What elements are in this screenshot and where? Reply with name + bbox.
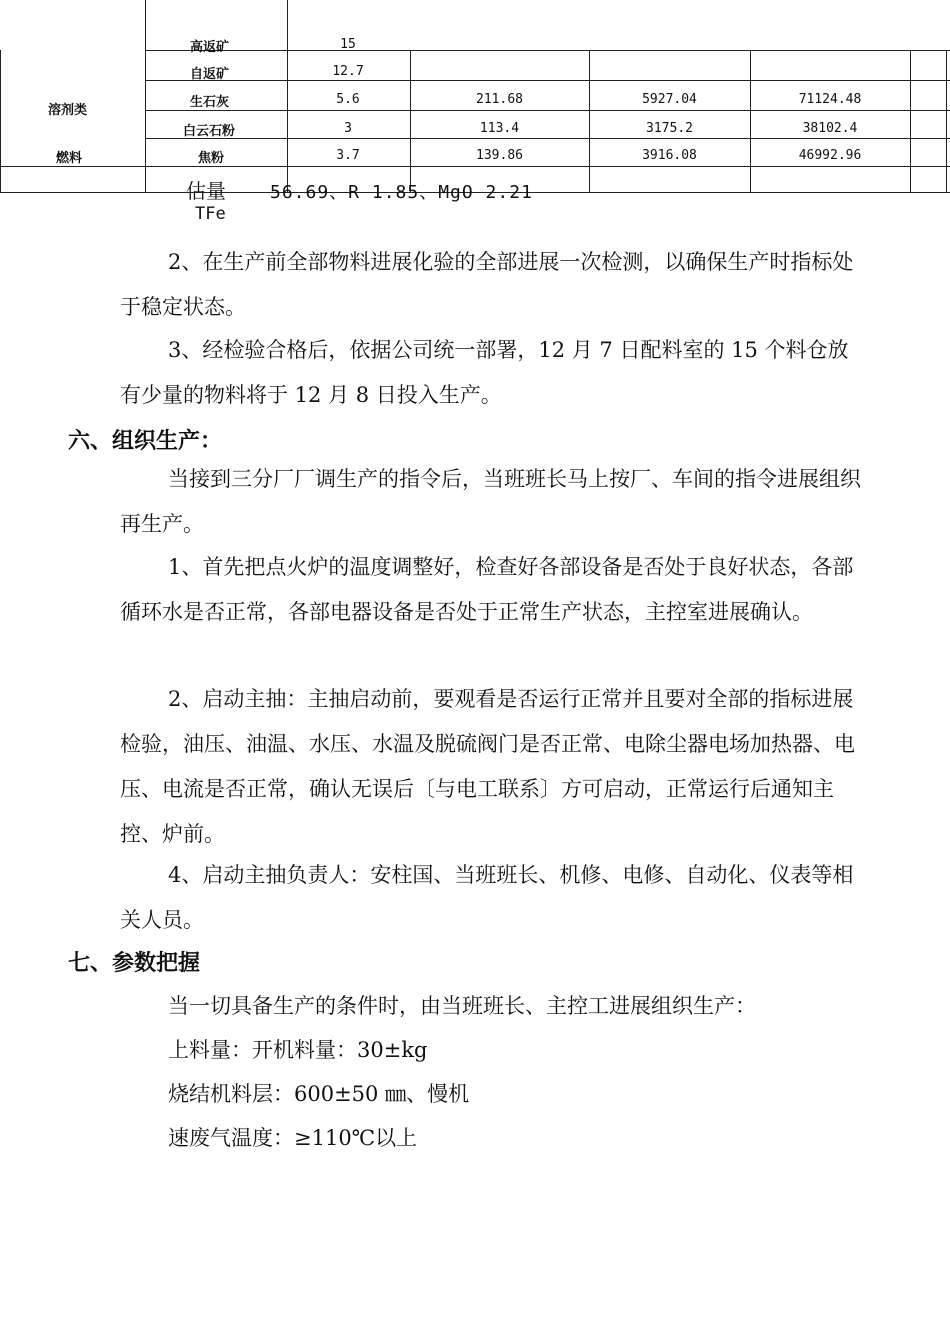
ratio-cell: 5.6 [336,92,360,107]
paragraph-production-date: 3、经检验合格后，依据公司统一部署，12 月 7 日配料室的 15 个料仓放有少量的物料将于 12 月 8 日投入生产。 [120,338,849,407]
value-cell: 113.4 [479,121,520,136]
estimate-line [186,175,533,204]
material-cell: 自返矿 [190,67,230,82]
estimate-label: 估量 [186,179,226,203]
value-cell: 211.68 [476,92,523,107]
value-cell: 3175.2 [646,121,693,136]
param-bed-depth: 烧结机料层：600±50 ㎜、慢机 [168,1082,470,1106]
paragraph-ignition-check: 1、首先把点火炉的温度调整好，检查好各部设备是否处于良好状态，各部循环水是否正常，各部电器设备是否处于正常生产状态，主控室进展确认。 [120,555,854,624]
section-heading-organize-production: 六、组织生产： [68,429,223,454]
ratio-cell: 3 [344,121,352,136]
paragraph-inspection: 2、在生产前全部物料进展化验的全部进展一次检测，以确保生产时指标处于稳定状态。 [120,250,854,319]
value-cell: 38102.4 [802,121,858,136]
material-cell: 白云石粉 [183,124,236,139]
material-cell: 焦粉 [198,151,225,166]
paragraph-responsible: 4、启动主抽负责人：安柱国、当班班长、机修、电修、自动化、仪表等相关人员。 [120,863,854,932]
ratio-cell: 3.7 [336,148,360,163]
ratio-cell: 15 [340,37,356,52]
material-cell: 生石灰 [190,95,230,110]
paragraph-dispatch: 当接到三分厂厂调生产的指令后，当班班长马上按厂、车间的指令进展组织再生产。 [120,467,861,536]
value-cell: 71124.48 [798,92,862,107]
paragraph-main-fan-start: 2、启动主抽：主抽启动前，要观看是否运行正常并且要对全部的指标进展检验，油压、油温、水压、水温及脱硫阀门是否正常、电除尘器电场加热器、电压、电流是否正常，确认无误后〔与电工联系〕方可启动，正常运行后通知主控、炉前。 [120,687,855,846]
paragraph-conditions: 当一切具备生产的条件时，由当班班长、主控工进展组织生产： [168,994,756,1018]
value-cell: 5927.04 [642,92,697,107]
tfe-label: TFe [195,204,226,224]
value-cell: 139.86 [476,148,523,163]
category-cell: 燃料 [56,151,83,166]
section-heading-parameters: 七、参数把握 [68,951,201,976]
param-feed-rate: 上料量：开机料量：30±kg [168,1038,428,1062]
category-cell: 溶剂类 [48,103,88,118]
estimate-values: 56.69、R 1.85、MgO 2.21 [270,182,533,203]
ratio-cell: 12.7 [332,64,364,79]
material-cell: 高返矿 [190,40,230,55]
value-cell: 46992.96 [798,148,862,163]
param-exhaust-temp: 速废气温度：≥110℃以上 [168,1126,418,1150]
materials-table [0,0,950,195]
value-cell: 3916.08 [642,148,697,163]
